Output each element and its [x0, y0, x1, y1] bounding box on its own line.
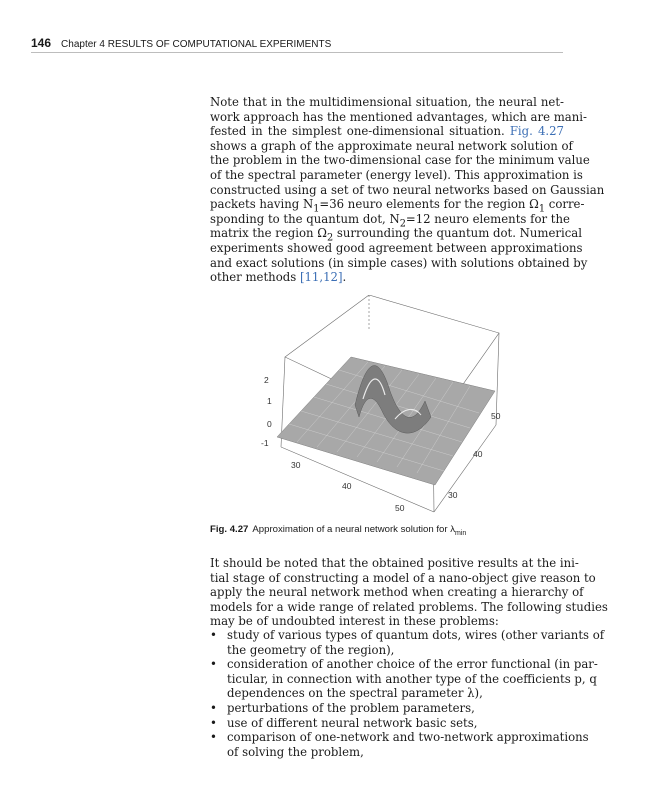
- bullet-marker: •: [210, 700, 217, 715]
- bullet-marker: •: [210, 730, 217, 745]
- z-tick-label: 2: [264, 375, 269, 385]
- text-segment: =12 neuro elements for the: [405, 211, 570, 226]
- z-tick-label: -1: [261, 438, 269, 448]
- text-line: [210, 197, 585, 215]
- surface-plot: [255, 295, 525, 513]
- text-line: comparison of one-network and two-network approximations: [227, 730, 589, 745]
- text-line: study of various types of quantum dots, wires (other variants of: [227, 628, 605, 642]
- text-line: [210, 211, 570, 230]
- x-tick-label: 50: [395, 503, 405, 513]
- text-line: the problem in the two-dimensional case for the minimum value: [210, 153, 590, 168]
- text-line: constructed using a set of two neural networks based on Gaussian: [210, 182, 605, 197]
- text-line: [210, 124, 564, 139]
- text-line: of the spectral parameter (energy level). This approximation is: [210, 167, 583, 182]
- list-item: [210, 657, 598, 701]
- text-line: perturbations of the problem parameters,: [227, 700, 475, 715]
- text-line: use of different neural network basic sets,: [227, 715, 478, 730]
- text-line: tial stage of constructing a model of a nano-object give reason to: [210, 570, 596, 585]
- text-line: and exact solutions (in simple cases) with solutions obtained by: [210, 255, 588, 270]
- text-line: experiments showed good agreement between approximations: [210, 240, 583, 255]
- text-line: shows a graph of the approximate neural network solution of: [210, 138, 573, 153]
- list-item: [210, 628, 605, 657]
- text-line: models for a wide range of related problems. The following studies: [210, 599, 608, 614]
- list-item: [210, 716, 566, 731]
- text-line: consideration of another choice of the error functional (in par-: [227, 657, 598, 672]
- z-tick-label: 1: [267, 396, 272, 406]
- text-line: may be of undoubted interest in these problems:: [210, 614, 499, 629]
- surface-plane: [277, 357, 495, 485]
- text-segment: surrounding the quantum dot. Numerical: [333, 226, 582, 241]
- paragraph-multidimensional: [210, 95, 605, 285]
- bullet-marker: •: [210, 715, 217, 730]
- text-line: apply the neural network method when creating a hierarchy of: [210, 585, 584, 600]
- text-segment: packets having N: [210, 197, 314, 212]
- page-number: 146: [31, 36, 52, 50]
- text-line: It should be noted that the obtained positive results at the ini-: [210, 556, 579, 570]
- subscript: 1: [313, 203, 320, 215]
- text-segment: other methods: [210, 270, 297, 285]
- x-tick-label: 40: [342, 481, 352, 491]
- chapter-title: Chapter 4 RESULTS OF COMPUTATIONAL EXPERIMENTS: [61, 39, 332, 50]
- text-line: dependences on the spectral parameter λ),: [227, 686, 483, 701]
- text-line: Note that in the multidimensional situation, the neural net-: [210, 95, 564, 109]
- subscript: 2: [326, 232, 334, 244]
- text-line: [210, 270, 564, 285]
- caption-subscript: min: [455, 529, 467, 537]
- caption-text: Approximation of a neural network solution for λ: [252, 524, 456, 535]
- text-segment: matrix the region Ω: [210, 226, 327, 241]
- y-tick-label: 40: [473, 449, 483, 459]
- running-head: [31, 36, 563, 50]
- figure-label: Fig. 4.27: [210, 524, 249, 535]
- paragraph-positive-results: [210, 556, 608, 629]
- header-divider: [31, 52, 563, 53]
- subscript: 1: [538, 203, 546, 215]
- text-line: the geometry of the region),: [227, 642, 395, 657]
- y-tick-label: 50: [491, 411, 501, 421]
- bullet-marker: •: [210, 657, 217, 672]
- text-line: [210, 226, 582, 244]
- text-line: work approach has the mentioned advantages, which are mani-: [210, 109, 587, 124]
- surface-mesh: [277, 357, 495, 485]
- citation-link[interactable]: [11,12]: [299, 270, 343, 285]
- figure-caption: [210, 524, 570, 537]
- list-item: [210, 701, 566, 716]
- x-tick-label: 30: [291, 460, 301, 470]
- text-segment: =36 neuro elements for the region Ω: [319, 197, 539, 212]
- figure-reference-link[interactable]: Fig. 4.27: [509, 124, 564, 139]
- bullet-list: [210, 628, 605, 759]
- y-tick-label: 30: [448, 490, 458, 500]
- text-segment: .: [342, 270, 347, 285]
- list-item: [210, 730, 589, 759]
- text-line: ticular, in connection with another type of the coefficients p, q: [227, 671, 597, 686]
- text-segment: corre-: [545, 197, 585, 212]
- text-line: of solving the problem,: [227, 744, 364, 759]
- text-segment: sponding to the quantum dot, N: [210, 211, 400, 226]
- text-segment: fested in the simplest one-dimensional situation.: [210, 124, 505, 139]
- subscript: 2: [399, 218, 406, 230]
- bullet-marker: •: [210, 628, 217, 642]
- z-tick-label: 0: [267, 419, 272, 429]
